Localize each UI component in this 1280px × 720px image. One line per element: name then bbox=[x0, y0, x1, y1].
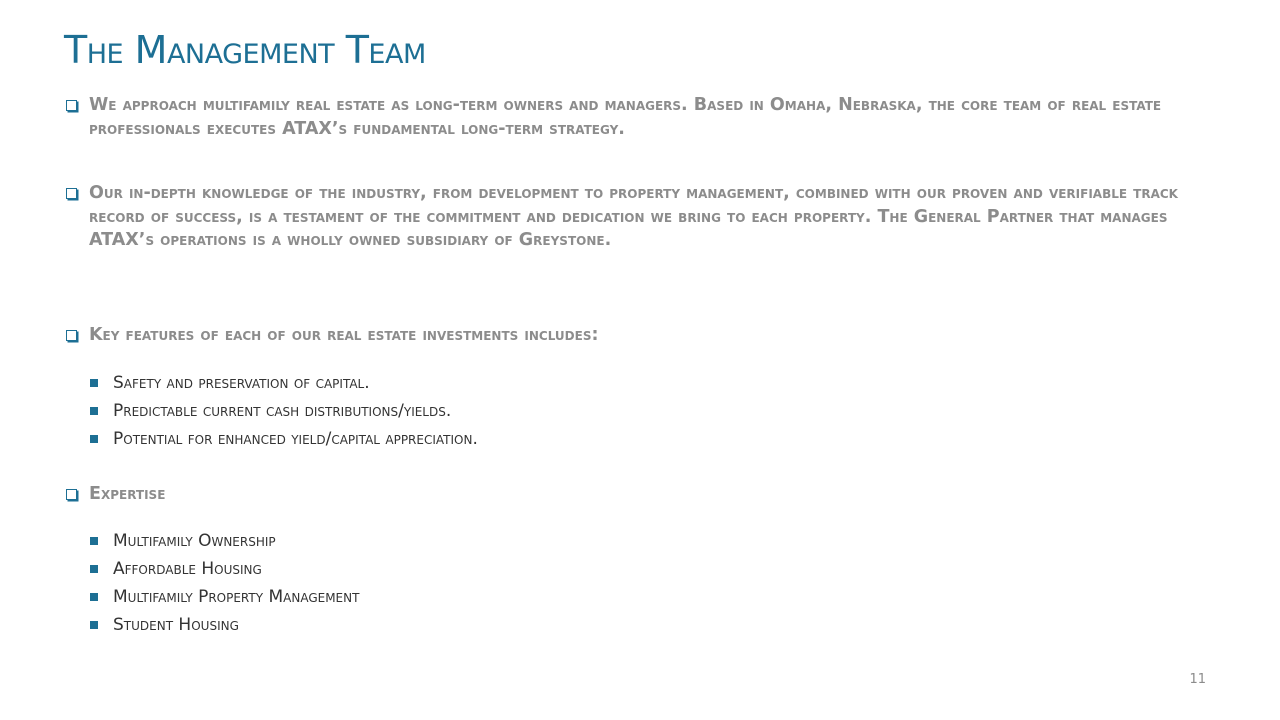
bullet-text: Expertise bbox=[89, 484, 166, 504]
square-bullet-icon bbox=[90, 621, 98, 629]
checkbox-bullet-icon bbox=[66, 188, 77, 199]
list-item-text: Affordable Housing bbox=[113, 559, 262, 579]
bullet-approach bbox=[64, 94, 1224, 141]
bullet-knowledge bbox=[64, 182, 1224, 253]
list-item bbox=[90, 373, 990, 395]
list-item bbox=[90, 429, 990, 451]
list-item bbox=[90, 615, 990, 637]
checkbox-bullet-icon bbox=[66, 330, 77, 341]
bullet-expertise bbox=[64, 483, 1224, 507]
checkbox-bullet-icon bbox=[66, 489, 77, 500]
list-item bbox=[90, 531, 990, 553]
square-bullet-icon bbox=[90, 435, 98, 443]
list-item bbox=[90, 559, 990, 581]
square-bullet-icon bbox=[90, 537, 98, 545]
list-item-text: Safety and preservation of capital. bbox=[113, 373, 370, 393]
list-item-text: Multifamily Ownership bbox=[113, 531, 276, 551]
bullet-key-features bbox=[64, 324, 1224, 348]
list-item-text: Multifamily Property Management bbox=[113, 587, 360, 607]
bullet-text: Key features of each of our real estate investments includes: bbox=[89, 325, 599, 345]
square-bullet-icon bbox=[90, 407, 98, 415]
square-bullet-icon bbox=[90, 379, 98, 387]
list-item bbox=[90, 587, 990, 609]
slide-title: The Management Team bbox=[64, 28, 426, 72]
list-item-text: Student Housing bbox=[113, 615, 239, 635]
list-item-text: Predictable current cash distributions/yields. bbox=[113, 401, 452, 421]
bullet-text: We approach multifamily real estate as long-term owners and managers. Based in Omaha, Nebraska, the core team of real estate professionals executes ATAX’s fundamental long-term strategy. bbox=[89, 95, 1162, 139]
square-bullet-icon bbox=[90, 593, 98, 601]
square-bullet-icon bbox=[90, 565, 98, 573]
list-item bbox=[90, 401, 990, 423]
bullet-text: Our in-depth knowledge of the industry, from development to property management, combined with our proven and verifiable track record of success, is a testament of the commitment and dedication we bring to each property. The General Partner that manages ATAX’s operations is a wholly owned subsidiary of Greystone. bbox=[89, 183, 1178, 250]
page-number: 11 bbox=[1189, 672, 1206, 687]
list-item-text: Potential for enhanced yield/capital appreciation. bbox=[113, 429, 478, 449]
checkbox-bullet-icon bbox=[66, 100, 77, 111]
